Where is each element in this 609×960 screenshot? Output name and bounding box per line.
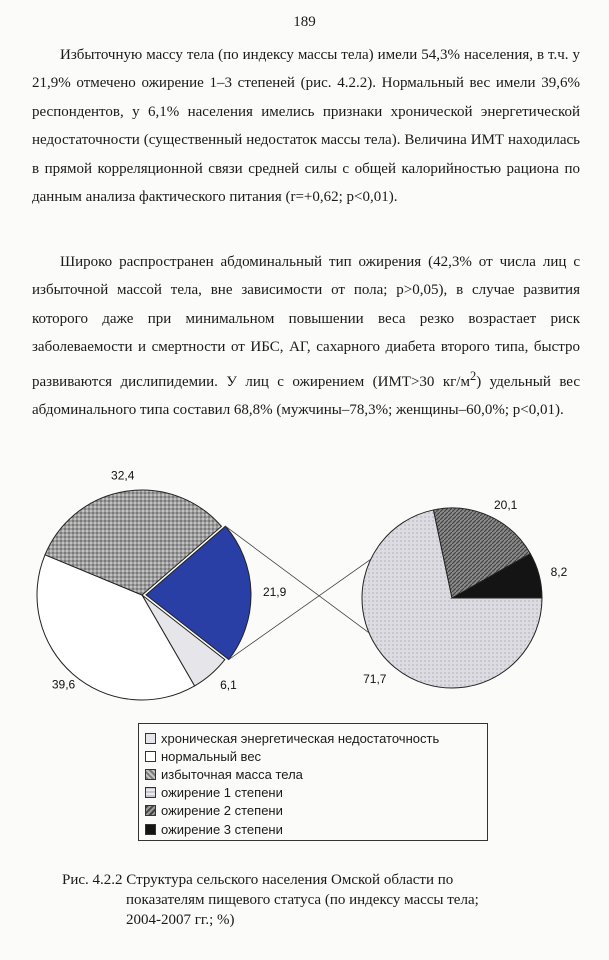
- legend-swatch: [145, 751, 156, 762]
- caption-line-2: показателям пищевого статуса (по индексу массы тела;: [126, 892, 479, 908]
- caption-line-1: Рис. 4.2.2 Структура сельского населения Омской области по: [62, 872, 454, 888]
- caption-line-3: 2004-2007 гг.; %): [126, 912, 235, 928]
- legend-swatch: [145, 824, 156, 835]
- legend-swatch: [145, 769, 156, 780]
- pie-charts: [0, 440, 609, 720]
- legend-item-1: [145, 729, 487, 747]
- paragraph-2-superscript: 2: [469, 368, 477, 383]
- legend-label: ожирение 1 степени: [161, 785, 283, 801]
- main-pie-value-label-1: 6,1: [220, 677, 237, 692]
- main-pie-value-label-4: 21,9: [262, 585, 287, 600]
- legend-item-2: [145, 747, 487, 765]
- paragraph-1: Избыточную массу тела (по индексу массы тела) имели 54,3% населения, в т.ч. у 21,9% отмечено ожирение 1–3 степеней (рис. 4.2.2). Нормальный вес имели 39,6% респондентов, у 6,1% населения имелись признаки хронической энергетической недостаточности (существенный недостаток массы тела). Величина ИМТ находилась в прямой корреляционной связи средней силы с общей калорийностью рациона по данным анализа фактического питания (r=+0,62; p<0,01).: [32, 47, 580, 206]
- obesity-pie-value-label-3: 8,2: [550, 565, 568, 580]
- legend-label: ожирение 3 степени: [161, 821, 283, 837]
- legend-item-5: [145, 802, 487, 820]
- page-number: 189: [293, 14, 316, 30]
- paragraph-2-text-b: ) удельный вес абдоминального типа составил 68,8% (мужчины–78,3%; женщины–60,0%; p<0,01).: [32, 373, 580, 419]
- legend: [138, 723, 488, 841]
- paragraph-2: [32, 248, 580, 424]
- obesity-pie-chart: [362, 508, 542, 688]
- legend-label: избыточная масса тела: [161, 766, 303, 782]
- legend-item-3: [145, 765, 487, 783]
- obesity-pie-value-label-1: 71,7: [363, 671, 387, 686]
- legend-swatch: [145, 805, 156, 816]
- main-pie-chart: [37, 490, 251, 700]
- legend-label: хроническая энергетическая недостаточность: [161, 730, 440, 746]
- obesity-pie-value-label-2: 20,1: [493, 498, 518, 513]
- legend-item-6: [145, 820, 487, 838]
- legend-swatch: [145, 733, 156, 744]
- main-pie-value-label-2: 39,6: [51, 677, 76, 692]
- legend-label: нормальный вес: [161, 748, 262, 764]
- legend-item-4: [145, 784, 487, 802]
- legend-swatch: [145, 787, 156, 798]
- legend-label: ожирение 2 степени: [161, 803, 283, 819]
- paragraph-2-text-a: Широко распространен абдоминальный тип ожирения (42,3% от числа лиц с избыточной массой тела, вне зависимости от пола; p>0,05), в случае развития которого даже при минимальном повышении веса резко возрастает риск заболеваемости и смертности от ИБС, АГ, сахарного диабета второго типа, быстро развиваются дислипидемии. У лиц с ожирением (ИМТ>30 кг/м: [32, 254, 580, 390]
- main-pie-value-label-3: 32,4: [111, 468, 135, 483]
- figure-caption: [62, 870, 562, 930]
